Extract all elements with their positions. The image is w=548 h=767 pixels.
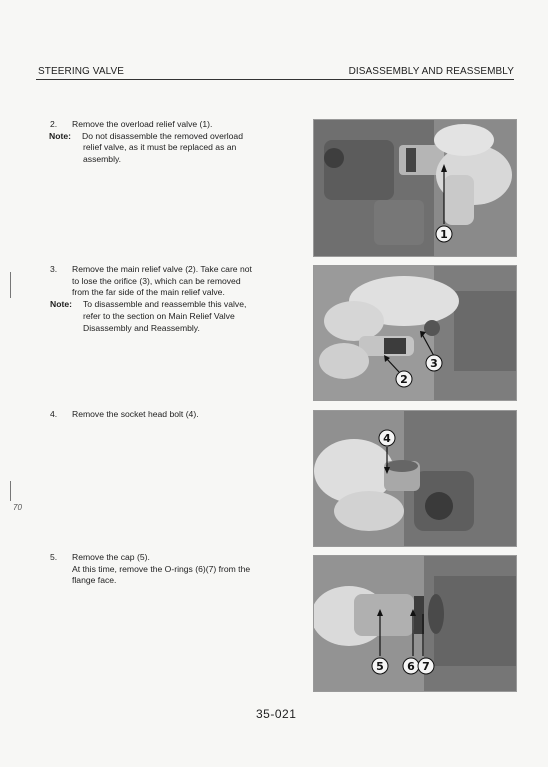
margin-mark bbox=[10, 272, 11, 298]
header-rule bbox=[36, 79, 514, 80]
step-text-line: Remove the cap (5). bbox=[72, 552, 150, 562]
margin-mark bbox=[10, 481, 11, 501]
step-text-line: At this time, remove the O-rings (6)(7) from the bbox=[72, 563, 251, 574]
section-title: STEERING VALVE bbox=[38, 66, 125, 77]
note-text-line: assembly. bbox=[83, 154, 122, 165]
photo-cap-o-rings bbox=[313, 555, 517, 692]
callout-2: 2 bbox=[400, 373, 408, 386]
step-number: 4. bbox=[50, 409, 58, 419]
photo-socket-head-bolt bbox=[313, 410, 517, 547]
note-text-line: relief valve, as it must be replaced as an bbox=[83, 142, 237, 153]
step-2 bbox=[50, 119, 243, 166]
step-text-line: flange face. bbox=[72, 575, 117, 586]
page-number: 35-021 bbox=[256, 707, 297, 721]
step-5 bbox=[50, 552, 250, 587]
step-text-line: from the far side of the main relief valve. bbox=[72, 287, 225, 298]
note-text-line: Disassembly and Reassembly. bbox=[83, 322, 200, 333]
note-label: Note: bbox=[50, 299, 72, 310]
step-3 bbox=[50, 264, 252, 334]
callout-6: 6 bbox=[407, 660, 415, 673]
step-text-line: to lose the orifice (3), which can be removed bbox=[72, 275, 241, 286]
step-number: 3. bbox=[50, 264, 58, 274]
step-text-line: Remove the socket head bolt (4). bbox=[72, 409, 199, 419]
callout-5: 5 bbox=[376, 660, 384, 673]
note-text-line: Do not disassemble the removed overload bbox=[82, 130, 243, 141]
note-label: Note: bbox=[49, 130, 71, 141]
callout-3: 3 bbox=[430, 357, 438, 370]
step-4 bbox=[50, 409, 199, 421]
callout-1: 1 bbox=[440, 228, 448, 241]
photo-main-relief-valve bbox=[313, 265, 517, 401]
margin-note: 70 bbox=[13, 503, 22, 512]
photo-overload-relief-valve bbox=[313, 119, 517, 257]
note-text-line: To disassemble and reassemble this valve, bbox=[83, 299, 247, 310]
callout-4: 4 bbox=[383, 432, 391, 445]
step-text-line: Remove the main relief valve (2). Take care not bbox=[72, 264, 252, 274]
note-text-line: refer to the section on Main Relief Valve bbox=[83, 310, 235, 321]
step-text-line: Remove the overload relief valve (1). bbox=[72, 119, 213, 129]
callout-7: 7 bbox=[422, 660, 430, 673]
step-number: 2. bbox=[50, 119, 58, 129]
step-number: 5. bbox=[50, 552, 58, 562]
chapter-title: DISASSEMBLY AND REASSEMBLY bbox=[348, 66, 514, 77]
